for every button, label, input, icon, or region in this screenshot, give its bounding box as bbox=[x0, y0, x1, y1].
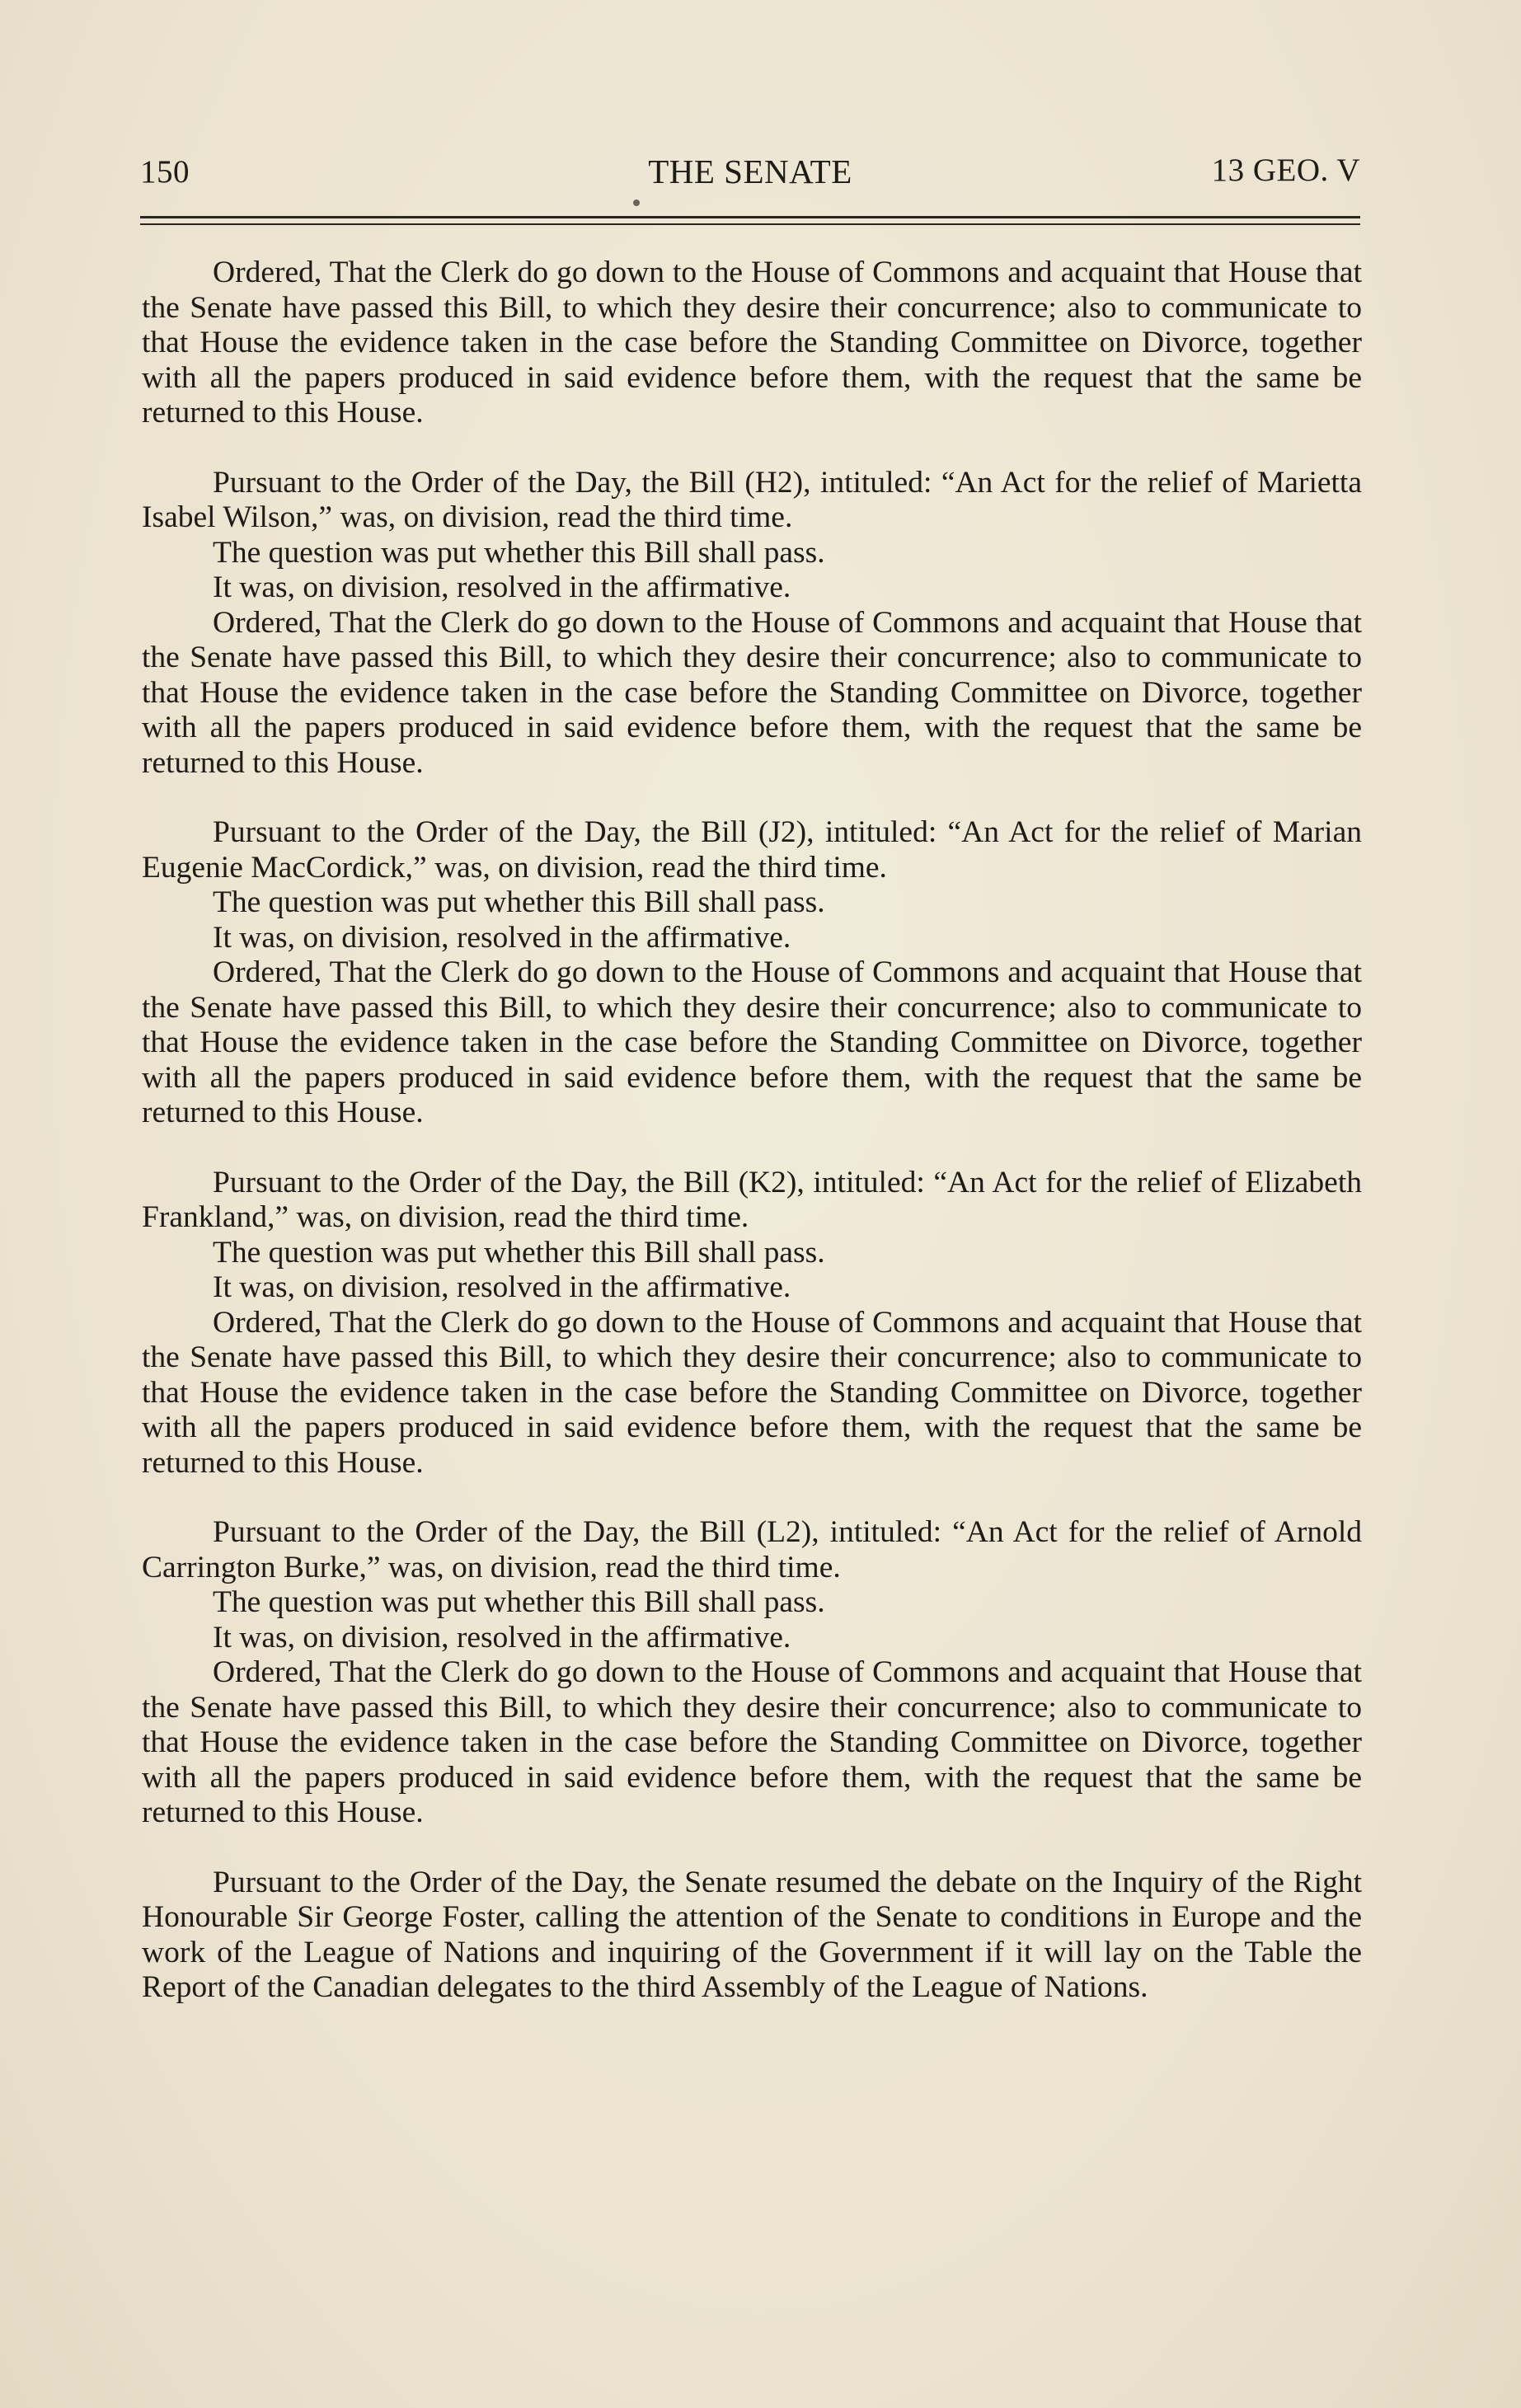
paragraph: Pursuant to the Order of the Day, the Bill (J2), intituled: “An Act for the relief of Marian Eugenie MacCordick,” was, on division, read the third time. bbox=[142, 815, 1362, 885]
paragraph: The question was put whether this Bill shall pass. bbox=[213, 1235, 825, 1270]
paragraph: The question was put whether this Bill shall pass. bbox=[213, 1585, 825, 1619]
page-number: 150 bbox=[140, 154, 190, 190]
page-header bbox=[140, 147, 1360, 196]
paragraph: It was, on division, resolved in the affirmative. bbox=[213, 920, 791, 955]
text-block-bill-l2 bbox=[142, 1515, 1362, 1831]
header-ornament-dot bbox=[633, 199, 640, 206]
paragraph: Ordered, That the Clerk do go down to the House of Commons and acquaint that House that the Senate have passed this Bill, to which they desire their concurrence; also to communicate to that House the evidence taken in the case before the Standing Committee on Divorce, together with all the papers produced in said evidence before them, with the request that the same be returned to this House. bbox=[142, 955, 1362, 1129]
paragraph: Pursuant to the Order of the Day, the Bill (H2), intituled: “An Act for the relief of Marietta Isabel Wilson,” was, on division, read the third time. bbox=[142, 465, 1362, 534]
paragraph: Pursuant to the Order of the Day, the Bill (L2), intituled: “An Act for the relief of Arnold Carrington Burke,” was, on division, read the third time. bbox=[142, 1515, 1362, 1584]
paragraph: Ordered, That the Clerk do go down to the House of Commons and acquaint that House that the Senate have passed this Bill, to which they desire their concurrence; also to communicate to that House the evidence taken in the case before the Standing Committee on Divorce, together with all the papers produced in said evidence before them, with the request that the same be returned to this House. bbox=[142, 1655, 1362, 1829]
running-title: THE SENATE bbox=[648, 153, 852, 190]
text-block-inquiry bbox=[142, 1866, 1362, 2006]
paragraph: The question was put whether this Bill shall pass. bbox=[213, 535, 825, 570]
regnal-year: 13 GEO. V bbox=[1211, 153, 1360, 188]
header-rule-thin bbox=[140, 223, 1360, 225]
paragraph: The question was put whether this Bill shall pass. bbox=[213, 885, 825, 919]
paragraph: Ordered, That the Clerk do go down to the House of Commons and acquaint that House that the Senate have passed this Bill, to which they desire their concurrence; also to communicate to that House the evidence taken in the case before the Standing Committee on Divorce, together with all the papers produced in said evidence before them, with the request that the same be returned to this House. bbox=[142, 605, 1362, 780]
page-body bbox=[142, 256, 1362, 2040]
paragraph: Ordered, That the Clerk do go down to the House of Commons and acquaint that House that the Senate have passed this Bill, to which they desire their concurrence; also to communicate to that House the evidence taken in the case before the Standing Committee on Divorce, together with all the papers produced in said evidence before them, with the request that the same be returned to this House. bbox=[142, 256, 1362, 429]
text-block-bill-h2 bbox=[142, 466, 1362, 782]
header-rule-thick bbox=[140, 216, 1360, 218]
paragraph: It was, on division, resolved in the affirmative. bbox=[213, 1270, 791, 1304]
text-block-bill-k2 bbox=[142, 1166, 1362, 1481]
paragraph: Pursuant to the Order of the Day, the Senate resumed the debate on the Inquiry of the Right Honourable Sir George Foster, calling the attention of the Senate to conditions in Europe and the work of the League of Nations and inquiring of the Government if it will lay on the Table the Report of the Canadian delegates to the third Assembly of the League of Nations. bbox=[142, 1865, 1362, 2004]
text-block-bill-j2 bbox=[142, 815, 1362, 1131]
paragraph: It was, on division, resolved in the affirmative. bbox=[213, 570, 791, 604]
paragraph: Ordered, That the Clerk do go down to the House of Commons and acquaint that House that the Senate have passed this Bill, to which they desire their concurrence; also to communicate to that House the evidence taken in the case before the Standing Committee on Divorce, together with all the papers produced in said evidence before them, with the request that the same be returned to this House. bbox=[142, 1305, 1362, 1480]
paragraph: It was, on division, resolved in the affirmative. bbox=[213, 1620, 791, 1655]
text-block-ordered-1 bbox=[142, 256, 1362, 431]
paragraph: Pursuant to the Order of the Day, the Bill (K2), intituled: “An Act for the relief of Elizabeth Frankland,” was, on division, read the third time. bbox=[142, 1165, 1362, 1234]
